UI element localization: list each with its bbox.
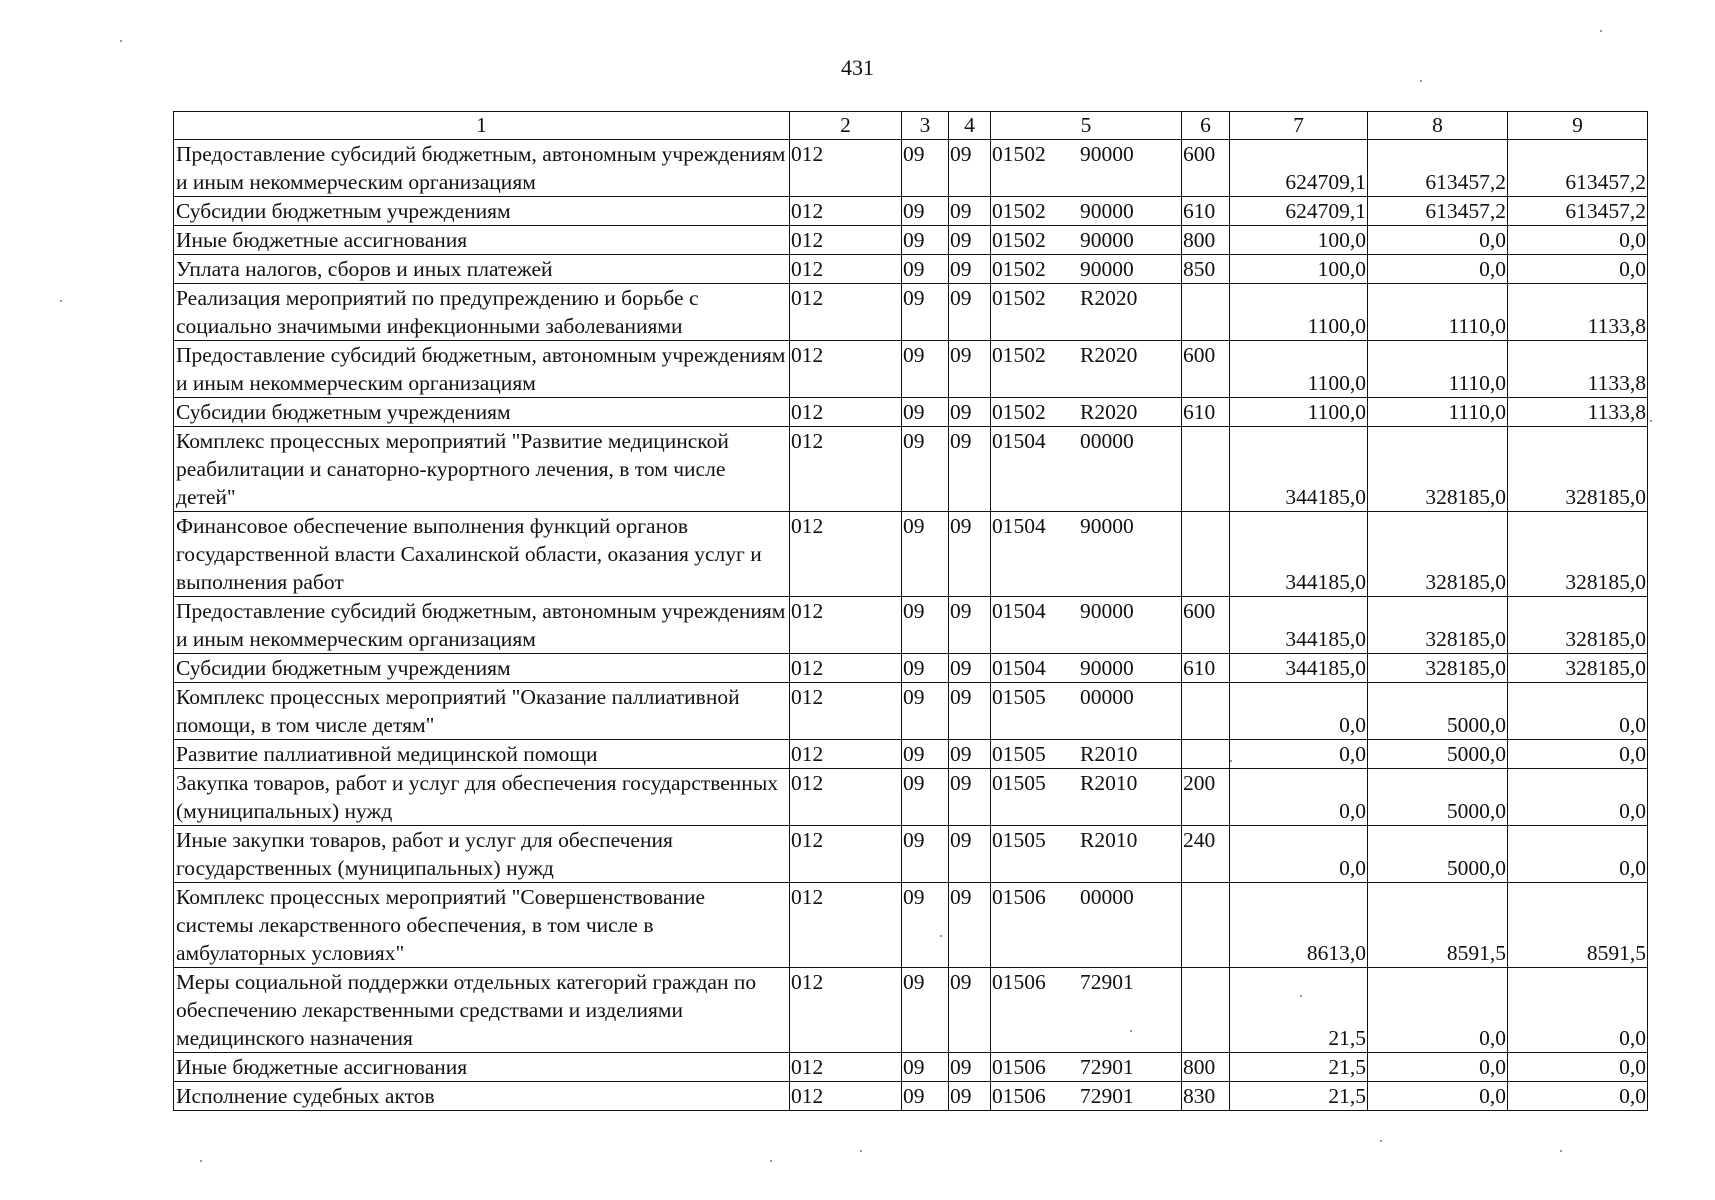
amount-cell-7: 0,0: [1230, 826, 1368, 883]
amount-cell-9: 328185,0: [1508, 654, 1648, 683]
expense-type-cell: 240: [1182, 826, 1230, 883]
amount-cell-7: 100,0: [1230, 226, 1368, 255]
admin-code-cell: 012: [790, 740, 902, 769]
amount-cell-9: 1133,8: [1508, 341, 1648, 398]
section-code-cell: 09: [902, 826, 949, 883]
section-code-cell: 09: [902, 341, 949, 398]
amount-cell-9: 0,0: [1508, 1082, 1648, 1111]
target-article-cell: [991, 512, 1182, 597]
amount-cell-7: 624709,1: [1230, 197, 1368, 226]
admin-code-cell: 012: [790, 683, 902, 740]
direction-code: 90000: [1080, 199, 1134, 223]
amount-cell-9: 613457,2: [1508, 140, 1648, 197]
table-row: [174, 255, 1648, 284]
expense-type-cell: [1182, 883, 1230, 968]
expense-type-cell: [1182, 512, 1230, 597]
scan-speck: [200, 1160, 202, 1162]
target-article-cell: [991, 968, 1182, 1053]
target-article-cell: [991, 255, 1182, 284]
table-row: [174, 226, 1648, 255]
program-code: 01505: [992, 828, 1046, 852]
program-code: 01502: [992, 343, 1046, 367]
amount-cell-7: 21,5: [1230, 1082, 1368, 1111]
amount-cell-7: 8613,0: [1230, 883, 1368, 968]
row-name-cell: Иные бюджетные ассигнования: [174, 1053, 790, 1082]
amount-cell-7: 344185,0: [1230, 654, 1368, 683]
program-code: 01504: [992, 514, 1046, 538]
admin-code-cell: 012: [790, 968, 902, 1053]
scan-speck: [770, 1160, 772, 1162]
program-code: 01502: [992, 257, 1046, 281]
subsection-code-cell: 09: [949, 1053, 991, 1082]
table-row: [174, 512, 1648, 597]
amount-cell-8: 5000,0: [1368, 769, 1508, 826]
program-code: 01506: [992, 970, 1046, 994]
section-code-cell: 09: [902, 427, 949, 512]
subsection-code-cell: 09: [949, 968, 991, 1053]
table-row: [174, 341, 1648, 398]
amount-cell-8: 5000,0: [1368, 826, 1508, 883]
amount-cell-9: 0,0: [1508, 683, 1648, 740]
direction-code: R2020: [1080, 343, 1138, 367]
table-row: [174, 427, 1648, 512]
table-row: [174, 883, 1648, 968]
direction-code: R2010: [1080, 771, 1138, 795]
section-code-cell: 09: [902, 1082, 949, 1111]
program-code: 01504: [992, 599, 1046, 623]
expense-type-cell: [1182, 683, 1230, 740]
row-name-cell: Предоставление субсидий бюджетным, автономным учреждениям и иным некоммерческим организациям: [174, 597, 790, 654]
amount-cell-7: 344185,0: [1230, 427, 1368, 512]
target-article-cell: [991, 883, 1182, 968]
amount-cell-8: 328185,0: [1368, 597, 1508, 654]
direction-code: 72901: [1080, 1055, 1134, 1079]
direction-code: 00000: [1080, 429, 1134, 453]
program-code: 01505: [992, 685, 1046, 709]
header-cell: 5: [991, 112, 1182, 140]
table-row: [174, 398, 1648, 427]
program-code: 01505: [992, 742, 1046, 766]
direction-code: R2010: [1080, 742, 1138, 766]
amount-cell-8: 5000,0: [1368, 740, 1508, 769]
amount-cell-9: 0,0: [1508, 1053, 1648, 1082]
table-row: [174, 683, 1648, 740]
direction-code: 90000: [1080, 514, 1134, 538]
row-name-cell: Закупка товаров, работ и услуг для обеспечения государственных (муниципальных) нужд: [174, 769, 790, 826]
target-article-cell: [991, 654, 1182, 683]
budget-table: [173, 111, 1648, 1111]
amount-cell-7: 344185,0: [1230, 512, 1368, 597]
admin-code-cell: 012: [790, 140, 902, 197]
table-row: [174, 140, 1648, 197]
direction-code: 90000: [1080, 599, 1134, 623]
header-cell: 9: [1508, 112, 1648, 140]
expense-type-cell: 600: [1182, 341, 1230, 398]
direction-code: 90000: [1080, 142, 1134, 166]
subsection-code-cell: 09: [949, 683, 991, 740]
expense-type-cell: 600: [1182, 597, 1230, 654]
amount-cell-7: 21,5: [1230, 1053, 1368, 1082]
target-article-cell: [991, 226, 1182, 255]
row-name-cell: Комплекс процессных мероприятий "Совершенствование системы лекарственного обеспечения, в том числе в амбулаторных условиях": [174, 883, 790, 968]
scan-speck: [1300, 995, 1302, 997]
amount-cell-8: 1110,0: [1368, 284, 1508, 341]
amount-cell-9: 0,0: [1508, 968, 1648, 1053]
expense-type-cell: [1182, 740, 1230, 769]
admin-code-cell: 012: [790, 512, 902, 597]
admin-code-cell: 012: [790, 255, 902, 284]
section-code-cell: 09: [902, 883, 949, 968]
admin-code-cell: 012: [790, 597, 902, 654]
target-article-cell: [991, 427, 1182, 512]
admin-code-cell: 012: [790, 1082, 902, 1111]
row-name-cell: Комплекс процессных мероприятий "Развитие медицинской реабилитации и санаторно-курортного лечения, в том числе детей": [174, 427, 790, 512]
direction-code: 90000: [1080, 228, 1134, 252]
subsection-code-cell: 09: [949, 512, 991, 597]
subsection-code-cell: 09: [949, 654, 991, 683]
target-article-cell: [991, 597, 1182, 654]
amount-cell-7: 1100,0: [1230, 284, 1368, 341]
amount-cell-9: 328185,0: [1508, 512, 1648, 597]
program-code: 01502: [992, 400, 1046, 424]
section-code-cell: 09: [902, 398, 949, 427]
direction-code: R2010: [1080, 828, 1138, 852]
expense-type-cell: 800: [1182, 226, 1230, 255]
section-code-cell: 09: [902, 769, 949, 826]
direction-code: 00000: [1080, 685, 1134, 709]
subsection-code-cell: 09: [949, 140, 991, 197]
expense-type-cell: 850: [1182, 255, 1230, 284]
amount-cell-9: 0,0: [1508, 740, 1648, 769]
header-cell: 4: [949, 112, 991, 140]
admin-code-cell: 012: [790, 427, 902, 512]
scan-speck: [120, 40, 122, 42]
amount-cell-9: 1133,8: [1508, 398, 1648, 427]
program-code: 01502: [992, 228, 1046, 252]
target-article-cell: [991, 683, 1182, 740]
admin-code-cell: 012: [790, 1053, 902, 1082]
target-article-cell: [991, 140, 1182, 197]
row-name-cell: Субсидии бюджетным учреждениям: [174, 654, 790, 683]
scan-speck: [1600, 30, 1602, 32]
amount-cell-9: 1133,8: [1508, 284, 1648, 341]
expense-type-cell: [1182, 968, 1230, 1053]
subsection-code-cell: 09: [949, 597, 991, 654]
admin-code-cell: 012: [790, 883, 902, 968]
expense-type-cell: [1182, 284, 1230, 341]
target-article-cell: [991, 1053, 1182, 1082]
amount-cell-9: 0,0: [1508, 226, 1648, 255]
amount-cell-8: 0,0: [1368, 226, 1508, 255]
row-name-cell: Комплекс процессных мероприятий "Оказание паллиативной помощи, в том числе детям": [174, 683, 790, 740]
section-code-cell: 09: [902, 654, 949, 683]
row-name-cell: Предоставление субсидий бюджетным, автономным учреждениям и иным некоммерческим организациям: [174, 341, 790, 398]
subsection-code-cell: 09: [949, 883, 991, 968]
amount-cell-9: 0,0: [1508, 769, 1648, 826]
expense-type-cell: 830: [1182, 1082, 1230, 1111]
row-name-cell: Развитие паллиативной медицинской помощи: [174, 740, 790, 769]
section-code-cell: 09: [902, 140, 949, 197]
direction-code: 90000: [1080, 656, 1134, 680]
admin-code-cell: 012: [790, 826, 902, 883]
program-code: 01502: [992, 142, 1046, 166]
subsection-code-cell: 09: [949, 769, 991, 826]
section-code-cell: 09: [902, 226, 949, 255]
subsection-code-cell: 09: [949, 740, 991, 769]
expense-type-cell: 610: [1182, 197, 1230, 226]
target-article-cell: [991, 197, 1182, 226]
table-row: [174, 740, 1648, 769]
amount-cell-7: 0,0: [1230, 740, 1368, 769]
header-cell: 6: [1182, 112, 1230, 140]
direction-code: 72901: [1080, 970, 1134, 994]
amount-cell-8: 0,0: [1368, 1053, 1508, 1082]
program-code: 01504: [992, 429, 1046, 453]
amount-cell-8: 0,0: [1368, 968, 1508, 1053]
direction-code: R2020: [1080, 286, 1138, 310]
row-name-cell: Меры социальной поддержки отдельных категорий граждан по обеспечению лекарственными средствами и изделиями медицинского назначения: [174, 968, 790, 1053]
row-name-cell: Субсидии бюджетным учреждениям: [174, 398, 790, 427]
table-row: [174, 197, 1648, 226]
row-name-cell: Уплата налогов, сборов и иных платежей: [174, 255, 790, 284]
amount-cell-8: 613457,2: [1368, 197, 1508, 226]
amount-cell-9: 613457,2: [1508, 197, 1648, 226]
row-name-cell: Предоставление субсидий бюджетным, автономным учреждениям и иным некоммерческим организациям: [174, 140, 790, 197]
row-name-cell: Реализация мероприятий по предупреждению и борьбе с социально значимыми инфекционными заболеваниями: [174, 284, 790, 341]
program-code: 01505: [992, 771, 1046, 795]
amount-cell-7: 1100,0: [1230, 341, 1368, 398]
expense-type-cell: 610: [1182, 398, 1230, 427]
scan-speck: [1560, 1150, 1562, 1152]
amount-cell-9: 328185,0: [1508, 597, 1648, 654]
section-code-cell: 09: [902, 1053, 949, 1082]
amount-cell-7: 100,0: [1230, 255, 1368, 284]
target-article-cell: [991, 826, 1182, 883]
table-row: [174, 284, 1648, 341]
subsection-code-cell: 09: [949, 1082, 991, 1111]
header-cell: 3: [902, 112, 949, 140]
scan-speck: [1380, 1140, 1382, 1142]
scan-speck: [60, 300, 62, 302]
expense-type-cell: 800: [1182, 1053, 1230, 1082]
scan-speck: [940, 935, 942, 937]
amount-cell-8: 328185,0: [1368, 512, 1508, 597]
amount-cell-9: 8591,5: [1508, 883, 1648, 968]
amount-cell-9: 0,0: [1508, 826, 1648, 883]
subsection-code-cell: 09: [949, 226, 991, 255]
section-code-cell: 09: [902, 683, 949, 740]
table-row: [174, 654, 1648, 683]
target-article-cell: [991, 398, 1182, 427]
header-cell: 8: [1368, 112, 1508, 140]
row-name-cell: Исполнение судебных актов: [174, 1082, 790, 1111]
amount-cell-8: 5000,0: [1368, 683, 1508, 740]
table-row: [174, 597, 1648, 654]
scan-speck: [1420, 80, 1422, 82]
amount-cell-9: 0,0: [1508, 255, 1648, 284]
direction-code: 00000: [1080, 885, 1134, 909]
subsection-code-cell: 09: [949, 398, 991, 427]
table-row: [174, 769, 1648, 826]
header-cell: 7: [1230, 112, 1368, 140]
section-code-cell: 09: [902, 740, 949, 769]
admin-code-cell: 012: [790, 654, 902, 683]
subsection-code-cell: 09: [949, 341, 991, 398]
section-code-cell: 09: [902, 197, 949, 226]
amount-cell-8: 0,0: [1368, 1082, 1508, 1111]
row-name-cell: Субсидии бюджетным учреждениям: [174, 197, 790, 226]
header-row: [174, 112, 1648, 140]
row-name-cell: Иные бюджетные ассигнования: [174, 226, 790, 255]
program-code: 01504: [992, 656, 1046, 680]
admin-code-cell: 012: [790, 226, 902, 255]
admin-code-cell: 012: [790, 341, 902, 398]
program-code: 01506: [992, 1055, 1046, 1079]
scan-speck: [860, 1150, 862, 1152]
table-row: [174, 826, 1648, 883]
table-row: [174, 968, 1648, 1053]
program-code: 01506: [992, 885, 1046, 909]
subsection-code-cell: 09: [949, 197, 991, 226]
admin-code-cell: 012: [790, 769, 902, 826]
row-name-cell: Иные закупки товаров, работ и услуг для обеспечения государственных (муниципальных) нужд: [174, 826, 790, 883]
scan-speck: [1130, 1030, 1132, 1032]
program-code: 01502: [992, 199, 1046, 223]
table-row: [174, 1053, 1648, 1082]
program-code: 01502: [992, 286, 1046, 310]
amount-cell-7: 21,5: [1230, 968, 1368, 1053]
expense-type-cell: 600: [1182, 140, 1230, 197]
table-body: [174, 140, 1648, 1111]
direction-code: R2020: [1080, 400, 1138, 424]
program-code: 01506: [992, 1084, 1046, 1108]
subsection-code-cell: 09: [949, 427, 991, 512]
header-cell: 2: [790, 112, 902, 140]
amount-cell-7: 0,0: [1230, 769, 1368, 826]
subsection-code-cell: 09: [949, 826, 991, 883]
amount-cell-9: 328185,0: [1508, 427, 1648, 512]
page-number: 431: [841, 55, 874, 80]
section-code-cell: 09: [902, 968, 949, 1053]
amount-cell-8: 328185,0: [1368, 654, 1508, 683]
amount-cell-7: 344185,0: [1230, 597, 1368, 654]
subsection-code-cell: 09: [949, 284, 991, 341]
section-code-cell: 09: [902, 255, 949, 284]
amount-cell-8: 613457,2: [1368, 140, 1508, 197]
expense-type-cell: [1182, 427, 1230, 512]
direction-code: 72901: [1080, 1084, 1134, 1108]
target-article-cell: [991, 284, 1182, 341]
amount-cell-7: 0,0: [1230, 683, 1368, 740]
amount-cell-7: 624709,1: [1230, 140, 1368, 197]
amount-cell-8: 8591,5: [1368, 883, 1508, 968]
section-code-cell: 09: [902, 597, 949, 654]
table-row: [174, 1082, 1648, 1111]
direction-code: 90000: [1080, 257, 1134, 281]
target-article-cell: [991, 1082, 1182, 1111]
scan-speck: [1230, 760, 1232, 762]
amount-cell-8: 1110,0: [1368, 341, 1508, 398]
scan-speck: [1650, 420, 1652, 422]
admin-code-cell: 012: [790, 284, 902, 341]
amount-cell-7: 1100,0: [1230, 398, 1368, 427]
target-article-cell: [991, 769, 1182, 826]
amount-cell-8: 0,0: [1368, 255, 1508, 284]
amount-cell-8: 328185,0: [1368, 427, 1508, 512]
row-name-cell: Финансовое обеспечение выполнения функций органов государственной власти Сахалинской области, оказания услуг и выполнения работ: [174, 512, 790, 597]
admin-code-cell: 012: [790, 197, 902, 226]
section-code-cell: 09: [902, 512, 949, 597]
admin-code-cell: 012: [790, 398, 902, 427]
amount-cell-8: 1110,0: [1368, 398, 1508, 427]
subsection-code-cell: 09: [949, 255, 991, 284]
section-code-cell: 09: [902, 284, 949, 341]
target-article-cell: [991, 740, 1182, 769]
expense-type-cell: 200: [1182, 769, 1230, 826]
header-cell: 1: [174, 112, 790, 140]
expense-type-cell: 610: [1182, 654, 1230, 683]
target-article-cell: [991, 341, 1182, 398]
